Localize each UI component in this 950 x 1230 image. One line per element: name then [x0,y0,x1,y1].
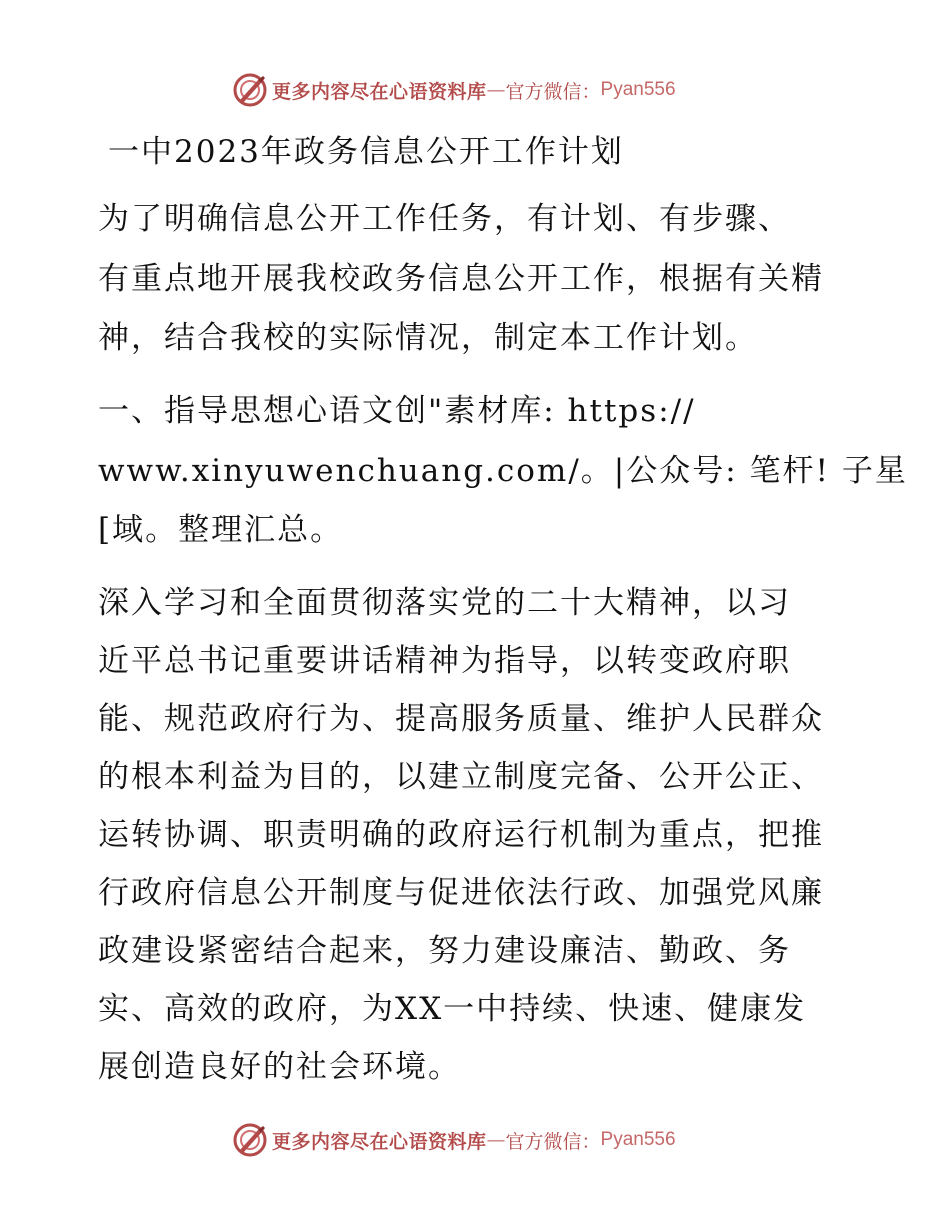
footer-banner [232,1120,676,1160]
body-line-5: www.xinyuwenchuang.com/。|公众号: 笔杆! 子星 [98,453,908,489]
body-line-6: [域。整理汇总。 [98,512,344,548]
banner-separator: — [486,79,506,101]
banner-wechat-id: Pyan556 [600,79,676,100]
body-line-10: 的根本利益为目的，以建立制度完备、公开公正、 [98,759,824,795]
body-line-11: 运转协调、职责明确的政府运行机制为重点，把推 [98,817,824,853]
body-line-9: 能、规范政府行为、提高服务质量、维护人民群众 [98,701,824,737]
banner-wechat-label: 官方微信： [505,80,601,103]
document-title: 一中2023年政务信息公开工作计划 [108,134,624,170]
body-line-4: 一、指导思想心语文创"素材库: https:// [98,393,696,429]
body-line-12: 行政府信息公开制度与促进依法行政、加强党风廉 [98,875,824,911]
body-line-14: 实、高效的政府，为XX一中持续、快速、健康发 [98,991,807,1027]
body-line-2: 有重点地开展我校政务信息公开工作，根据有关精 [98,261,824,297]
body-line-7: 深入学习和全面贯彻落实党的二十大精神，以习 [98,585,791,621]
body-line-8: 近平总书记重要讲话精神为指导，以转变政府职 [98,643,791,679]
banner-text: 更多内容尽在心语资料库 [272,1130,487,1153]
banner-wechat-label: 官方微信： [505,1130,601,1153]
body-line-15: 展创造良好的社会环境。 [98,1049,461,1085]
banner-separator: — [486,1129,506,1151]
body-line-3: 神，结合我校的实际情况，制定本工作计划。 [98,320,758,356]
header-banner [232,70,676,110]
body-line-1: 为了明确信息公开工作任务，有计划、有步骤、 [98,201,791,237]
logo-icon [232,1122,268,1158]
banner-wechat-id: Pyan556 [600,1129,676,1150]
body-line-13: 政建设紧密结合起来，努力建设廉洁、勤政、务 [98,933,791,969]
banner-text: 更多内容尽在心语资料库 [272,80,487,103]
logo-icon [232,72,268,108]
